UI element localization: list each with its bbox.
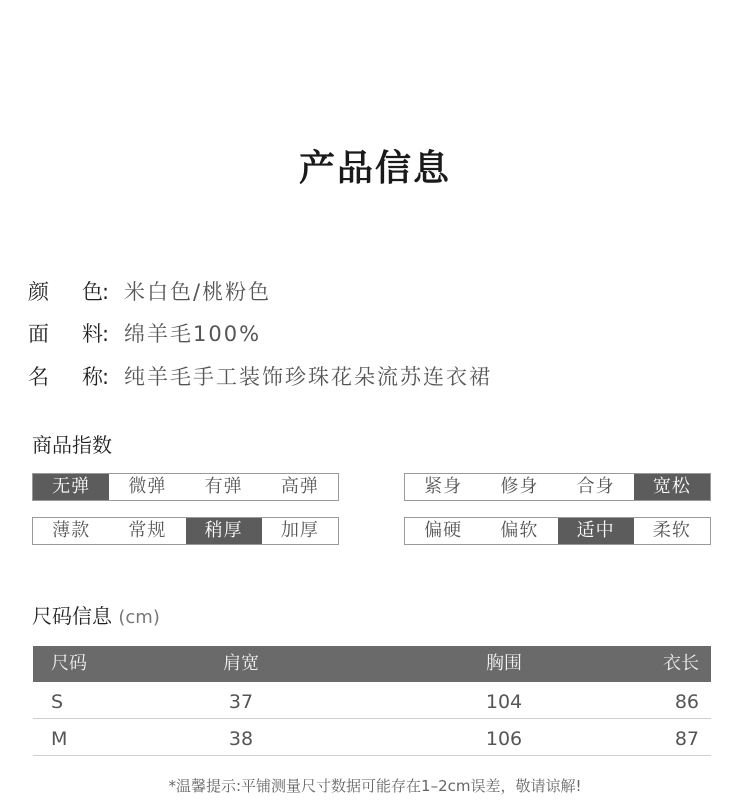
elasticity-selector <box>32 473 339 501</box>
size-table-header <box>33 646 711 682</box>
fit-option[interactable]: 合身 <box>576 476 615 497</box>
thickness-option[interactable]: 稍厚 <box>186 518 262 544</box>
table-row <box>33 682 711 719</box>
info-material-colon: : <box>102 322 110 346</box>
softness-option[interactable]: 适中 <box>558 518 634 544</box>
thickness-option[interactable]: 加厚 <box>280 520 319 541</box>
info-name-label-b: 称 <box>82 365 103 389</box>
elasticity-option[interactable]: 微弹 <box>128 476 167 497</box>
fit-selector <box>404 473 711 501</box>
softness-selector <box>404 517 711 545</box>
info-color-label-b: 色 <box>82 280 103 304</box>
info-material-value: 绵羊毛100% <box>124 322 262 346</box>
thickness-selector <box>32 517 339 545</box>
info-material-label-a: 面 <box>28 322 49 346</box>
cell-length: 86 <box>674 691 699 713</box>
cell-size: M <box>51 728 68 750</box>
info-color-row <box>28 276 271 306</box>
size-title-text: 尺码信息 <box>32 604 112 628</box>
header-size: 尺码 <box>51 653 87 674</box>
softness-option[interactable]: 柔软 <box>652 520 691 541</box>
info-name-colon: : <box>102 365 110 389</box>
info-name-value: 纯羊毛手工装饰珍珠花朵流苏连衣裙 <box>124 365 492 389</box>
info-material-label <box>28 318 102 348</box>
info-color-value: 米白色/桃粉色 <box>124 280 272 304</box>
info-material-row <box>28 318 261 348</box>
elasticity-option[interactable]: 高弹 <box>280 476 319 497</box>
thickness-option[interactable]: 常规 <box>128 520 167 541</box>
cell-size: S <box>51 691 64 713</box>
thickness-option[interactable]: 薄款 <box>52 520 91 541</box>
header-length: 衣长 <box>663 653 699 674</box>
info-color-label-a: 颜 <box>28 280 49 304</box>
cell-length: 87 <box>674 728 699 750</box>
index-section-title: 商品指数 <box>32 433 112 457</box>
softness-option[interactable]: 偏软 <box>500 520 539 541</box>
fit-option[interactable]: 紧身 <box>424 476 463 497</box>
table-row <box>33 719 711 756</box>
fit-option[interactable]: 宽松 <box>634 474 710 500</box>
cell-chest: 104 <box>485 691 523 713</box>
softness-option[interactable]: 偏硬 <box>424 520 463 541</box>
size-unit: (cm) <box>118 607 160 628</box>
size-table <box>33 646 711 756</box>
cell-shoulder: 37 <box>228 691 254 713</box>
info-color-colon: : <box>102 280 110 304</box>
elasticity-option[interactable]: 无弹 <box>33 474 109 500</box>
size-section-title <box>32 600 160 629</box>
info-color-label <box>28 276 102 306</box>
measurement-note: *温馨提示:平铺测量尺寸数据可能存在1–2cm误差，敬请谅解! <box>168 777 582 795</box>
info-name-label-a: 名 <box>28 365 49 389</box>
cell-shoulder: 38 <box>228 728 254 750</box>
header-chest: 胸围 <box>486 653 522 674</box>
info-name-row <box>28 361 492 391</box>
elasticity-option[interactable]: 有弹 <box>204 476 243 497</box>
fit-option[interactable]: 修身 <box>500 476 539 497</box>
info-name-label <box>28 361 102 391</box>
page-title: 产品信息 <box>298 148 451 189</box>
header-shoulder: 肩宽 <box>223 653 259 674</box>
info-material-label-b: 料 <box>82 322 103 346</box>
cell-chest: 106 <box>485 728 523 750</box>
